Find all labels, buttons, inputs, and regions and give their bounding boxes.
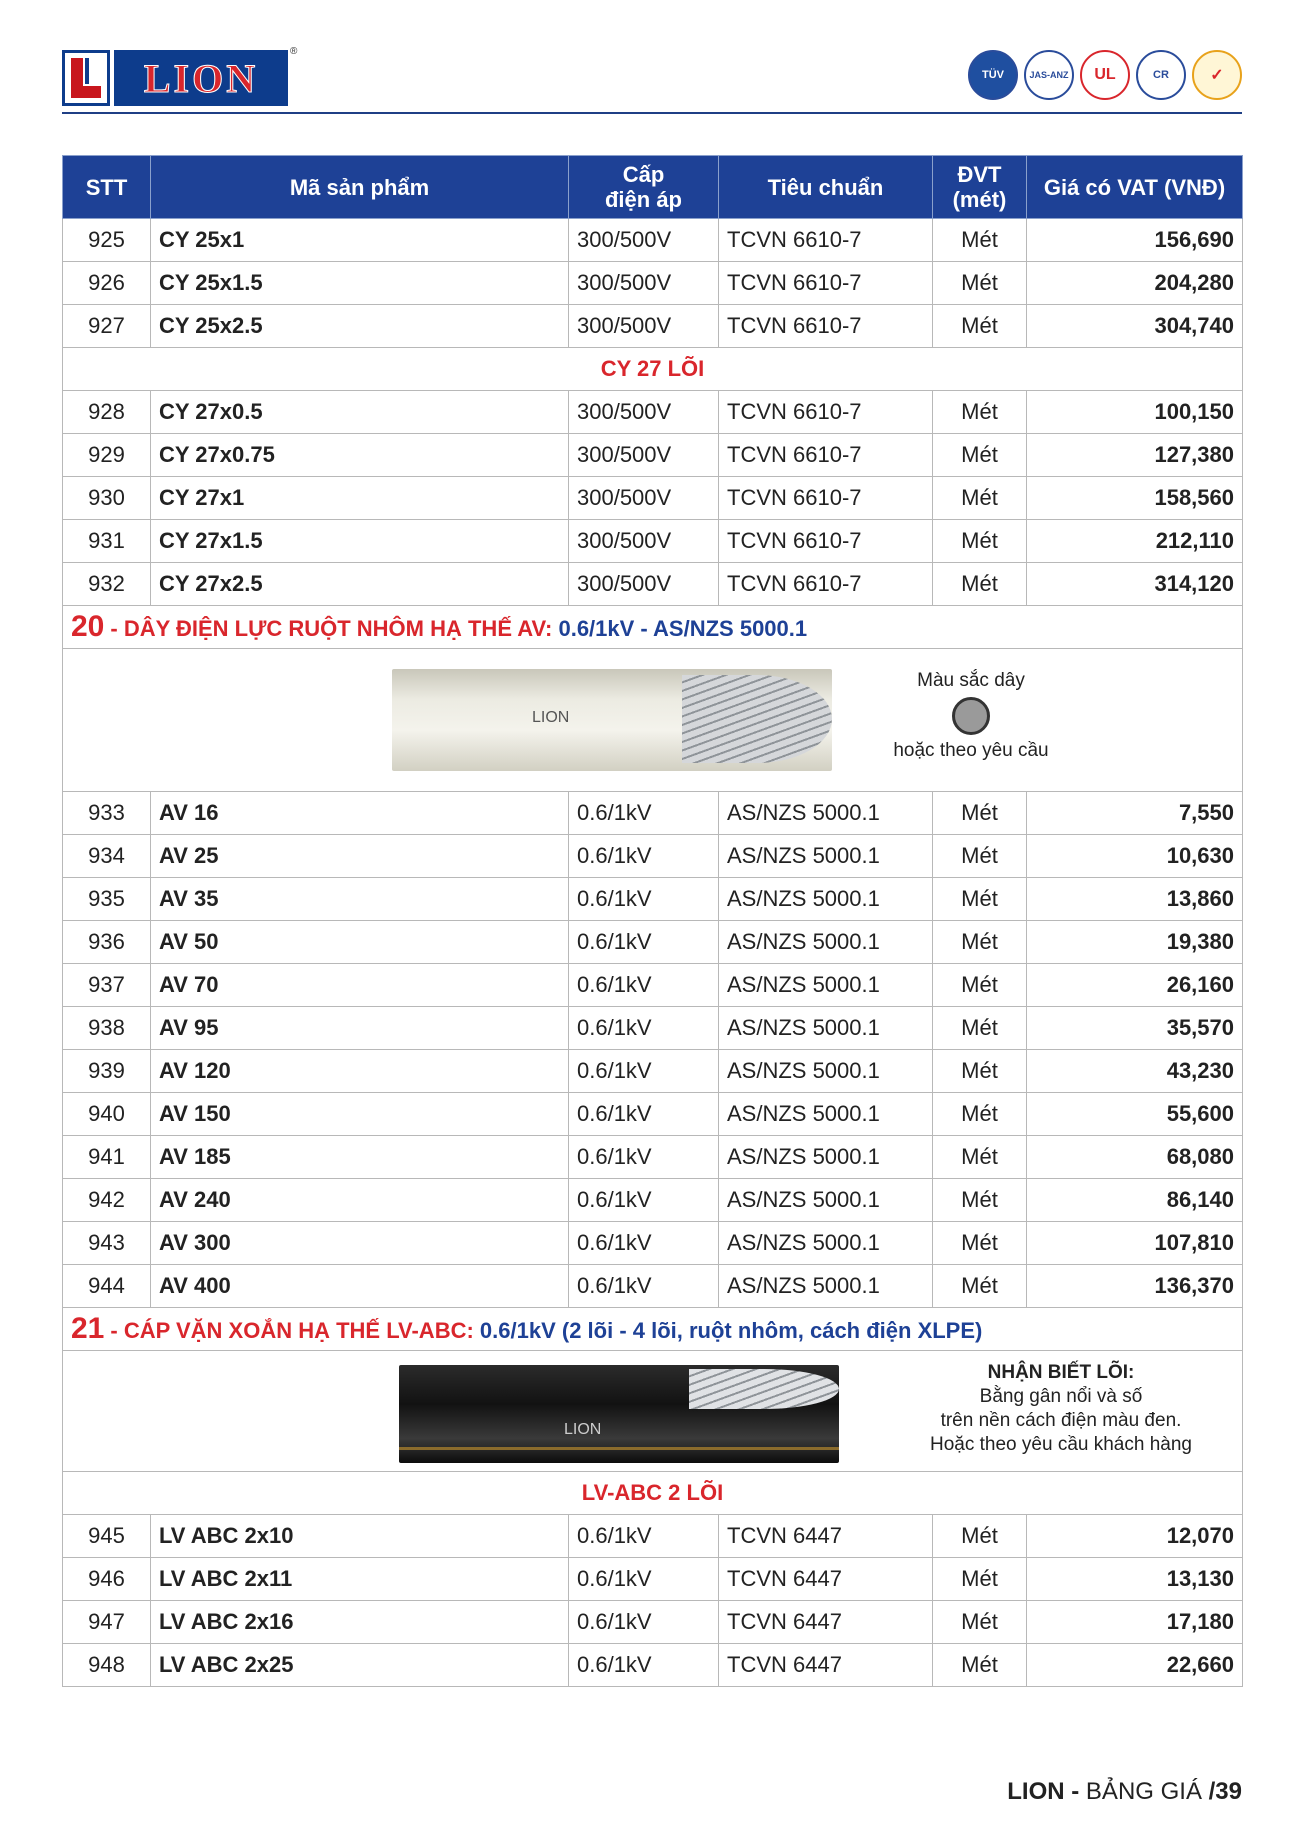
voltage: 0.6/1kV	[569, 835, 719, 878]
section-20-title-row	[63, 606, 1243, 649]
unit: Mét	[933, 878, 1027, 921]
unit: Mét	[933, 434, 1027, 477]
product-code: AV 150	[151, 1093, 569, 1136]
subhead-row	[63, 1472, 1243, 1515]
product-code: AV 50	[151, 921, 569, 964]
logo-text: LION	[143, 55, 259, 101]
voltage: 0.6/1kV	[569, 1558, 719, 1601]
table-row	[63, 1644, 1243, 1687]
price: 212,110	[1027, 520, 1243, 563]
standard: TCVN 6610-7	[719, 434, 933, 477]
table-row	[63, 434, 1243, 477]
unit: Mét	[933, 1179, 1027, 1222]
table-row	[63, 391, 1243, 434]
row-stt: 939	[63, 1050, 151, 1093]
unit: Mét	[933, 964, 1027, 1007]
standard: AS/NZS 5000.1	[719, 1179, 933, 1222]
section-21-image-row	[63, 1351, 1243, 1472]
section-21-spec: 0.6/1kV (2 lõi - 4 lõi, ruột nhôm, cách điện XLPE)	[479, 1318, 983, 1343]
registered-mark: ®	[290, 46, 298, 57]
row-stt: 934	[63, 835, 151, 878]
price: 100,150	[1027, 391, 1243, 434]
table-header-row	[63, 156, 1243, 219]
unit: Mét	[933, 835, 1027, 878]
table-row	[63, 262, 1243, 305]
col-header-price: Giá có VAT (VNĐ)	[1027, 156, 1243, 219]
price: 13,860	[1027, 878, 1243, 921]
standard: AS/NZS 5000.1	[719, 1093, 933, 1136]
standard: TCVN 6610-7	[719, 520, 933, 563]
price: 304,740	[1027, 305, 1243, 348]
product-code: LV ABC 2x25	[151, 1644, 569, 1687]
core-note-line3: Hoặc theo yêu cầu khách hàng	[930, 1434, 1192, 1455]
section-20-title: - DÂY ĐIỆN LỰC RUỘT NHÔM HẠ THẾ AV:	[110, 616, 553, 641]
price: 35,570	[1027, 1007, 1243, 1050]
price: 314,120	[1027, 563, 1243, 606]
price: 68,080	[1027, 1136, 1243, 1179]
lion-logo	[62, 50, 288, 106]
row-stt: 930	[63, 477, 151, 520]
certification-badges	[968, 50, 1242, 100]
table-row	[63, 1093, 1243, 1136]
col-header-stt: STT	[63, 156, 151, 219]
price: 156,690	[1027, 219, 1243, 262]
voltage: 0.6/1kV	[569, 1050, 719, 1093]
aluminium-strands	[689, 1369, 839, 1409]
unit: Mét	[933, 1136, 1027, 1179]
product-code: AV 120	[151, 1050, 569, 1093]
unit: Mét	[933, 262, 1027, 305]
row-stt: 935	[63, 878, 151, 921]
row-stt: 929	[63, 434, 151, 477]
color-note	[871, 669, 1071, 763]
standard: AS/NZS 5000.1	[719, 964, 933, 1007]
price: 13,130	[1027, 1558, 1243, 1601]
voltage: 300/500V	[569, 520, 719, 563]
table-row	[63, 219, 1243, 262]
unit: Mét	[933, 1007, 1027, 1050]
price: 19,380	[1027, 921, 1243, 964]
tuv-cert-icon: TÜV	[968, 50, 1018, 100]
row-stt: 945	[63, 1515, 151, 1558]
table-row	[63, 878, 1243, 921]
unit: Mét	[933, 1601, 1027, 1644]
ul-cert-icon: UL	[1080, 50, 1130, 100]
unit: Mét	[933, 520, 1027, 563]
lion-logo-mark-icon	[62, 50, 110, 106]
unit: Mét	[933, 1093, 1027, 1136]
core-note-line2: trên nền cách điện màu đen.	[940, 1410, 1182, 1431]
table-row	[63, 835, 1243, 878]
voltage: 0.6/1kV	[569, 1515, 719, 1558]
row-stt: 938	[63, 1007, 151, 1050]
subhead-lvabc2: LV-ABC 2 LÕI	[63, 1472, 1243, 1515]
standard: AS/NZS 5000.1	[719, 1265, 933, 1308]
voltage: 300/500V	[569, 563, 719, 606]
standard: AS/NZS 5000.1	[719, 835, 933, 878]
section-20-image-row	[63, 649, 1243, 792]
unit: Mét	[933, 792, 1027, 835]
standard: TCVN 6610-7	[719, 391, 933, 434]
row-stt: 940	[63, 1093, 151, 1136]
color-note-line2: hoặc theo yêu cầu	[893, 740, 1049, 761]
table-row	[63, 1222, 1243, 1265]
product-code: CY 27x2.5	[151, 563, 569, 606]
core-note-heading: NHẬN BIẾT LÕI:	[987, 1362, 1135, 1383]
product-code: LV ABC 2x11	[151, 1558, 569, 1601]
subhead-cy27: CY 27 LÕI	[63, 348, 1243, 391]
product-code: CY 27x1.5	[151, 520, 569, 563]
page-number: /39	[1208, 1778, 1242, 1805]
row-stt: 931	[63, 520, 151, 563]
price: 127,380	[1027, 434, 1243, 477]
table-row	[63, 792, 1243, 835]
color-note-line1: Màu sắc dây	[917, 670, 1025, 691]
voltage: 300/500V	[569, 305, 719, 348]
standard: TCVN 6610-7	[719, 305, 933, 348]
table-row	[63, 1136, 1243, 1179]
standard: TCVN 6610-7	[719, 563, 933, 606]
standard: AS/NZS 5000.1	[719, 921, 933, 964]
product-code: CY 27x0.5	[151, 391, 569, 434]
footer-brand: LION -	[1007, 1778, 1080, 1805]
unit: Mét	[933, 219, 1027, 262]
cr-cert-icon: CR	[1136, 50, 1186, 100]
section-21-title: - CÁP VẶN XOẮN HẠ THẾ LV-ABC:	[110, 1318, 474, 1343]
voltage: 0.6/1kV	[569, 1222, 719, 1265]
col-header-voltage: Cấp điện áp	[569, 156, 719, 219]
row-stt: 932	[63, 563, 151, 606]
section-20-number: 20	[71, 610, 105, 643]
section-20-spec: 0.6/1kV - AS/NZS 5000.1	[558, 616, 808, 641]
row-stt: 943	[63, 1222, 151, 1265]
product-code: CY 25x1	[151, 219, 569, 262]
core-identification-note	[901, 1361, 1221, 1457]
row-stt: 936	[63, 921, 151, 964]
price: 136,370	[1027, 1265, 1243, 1308]
voltage: 0.6/1kV	[569, 1265, 719, 1308]
cable-brand-label: LION	[532, 709, 570, 726]
cable-brand-label: LION	[564, 1421, 602, 1438]
table-row	[63, 563, 1243, 606]
standard: TCVN 6447	[719, 1558, 933, 1601]
table-row	[63, 1265, 1243, 1308]
product-code: AV 35	[151, 878, 569, 921]
table-row	[63, 921, 1243, 964]
table-row	[63, 1558, 1243, 1601]
product-code: CY 27x0.75	[151, 434, 569, 477]
price-table	[62, 155, 1243, 1687]
standard: AS/NZS 5000.1	[719, 1050, 933, 1093]
product-code: AV 25	[151, 835, 569, 878]
unit: Mét	[933, 391, 1027, 434]
row-stt: 942	[63, 1179, 151, 1222]
product-code: CY 25x1.5	[151, 262, 569, 305]
price: 10,630	[1027, 835, 1243, 878]
row-stt: 925	[63, 219, 151, 262]
price: 22,660	[1027, 1644, 1243, 1687]
table-row	[63, 477, 1243, 520]
product-code: AV 240	[151, 1179, 569, 1222]
voltage: 0.6/1kV	[569, 1601, 719, 1644]
price: 26,160	[1027, 964, 1243, 1007]
price: 107,810	[1027, 1222, 1243, 1265]
standard: AS/NZS 5000.1	[719, 878, 933, 921]
row-stt: 937	[63, 964, 151, 1007]
row-stt: 927	[63, 305, 151, 348]
voltage: 300/500V	[569, 434, 719, 477]
page-header	[62, 46, 1242, 112]
voltage: 300/500V	[569, 477, 719, 520]
unit: Mét	[933, 1515, 1027, 1558]
unit: Mét	[933, 921, 1027, 964]
unit: Mét	[933, 1644, 1027, 1687]
voltage: 300/500V	[569, 262, 719, 305]
voltage: 0.6/1kV	[569, 1136, 719, 1179]
product-code: CY 27x1	[151, 477, 569, 520]
unit: Mét	[933, 1558, 1027, 1601]
voltage: 0.6/1kV	[569, 1007, 719, 1050]
row-stt: 947	[63, 1601, 151, 1644]
product-code: AV 95	[151, 1007, 569, 1050]
product-code: AV 70	[151, 964, 569, 1007]
standard: TCVN 6610-7	[719, 219, 933, 262]
col-header-code: Mã sản phẩm	[151, 156, 569, 219]
standard: TCVN 6447	[719, 1644, 933, 1687]
col-header-unit: ĐVT (mét)	[933, 156, 1027, 219]
col-header-standard: Tiêu chuẩn	[719, 156, 933, 219]
row-stt: 941	[63, 1136, 151, 1179]
header-divider	[62, 112, 1242, 114]
table-row	[63, 1050, 1243, 1093]
jas-anz-cert-icon: JAS-ANZ	[1024, 50, 1074, 100]
standard: TCVN 6610-7	[719, 262, 933, 305]
price: 86,140	[1027, 1179, 1243, 1222]
row-stt: 928	[63, 391, 151, 434]
voltage: 0.6/1kV	[569, 921, 719, 964]
core-note-line1: Bằng gân nổi và số	[979, 1386, 1143, 1407]
unit: Mét	[933, 563, 1027, 606]
unit: Mét	[933, 477, 1027, 520]
product-code: AV 185	[151, 1136, 569, 1179]
standard: AS/NZS 5000.1	[719, 1136, 933, 1179]
standard: TCVN 6447	[719, 1515, 933, 1558]
unit: Mét	[933, 1050, 1027, 1093]
section-21-title-row	[63, 1308, 1243, 1351]
price: 158,560	[1027, 477, 1243, 520]
voltage: 0.6/1kV	[569, 1644, 719, 1687]
voltage: 0.6/1kV	[569, 964, 719, 1007]
voltage: 0.6/1kV	[569, 1093, 719, 1136]
row-stt: 948	[63, 1644, 151, 1687]
aluminium-strands	[682, 675, 832, 763]
price: 43,230	[1027, 1050, 1243, 1093]
unit: Mét	[933, 1222, 1027, 1265]
price: 55,600	[1027, 1093, 1243, 1136]
row-stt: 946	[63, 1558, 151, 1601]
standard: TCVN 6447	[719, 1601, 933, 1644]
product-code: AV 400	[151, 1265, 569, 1308]
section-21-number: 21	[71, 1312, 105, 1345]
unit: Mét	[933, 305, 1027, 348]
table-row	[63, 1179, 1243, 1222]
voltage: 0.6/1kV	[569, 878, 719, 921]
table-row	[63, 1515, 1243, 1558]
price: 7,550	[1027, 792, 1243, 835]
voltage: 0.6/1kV	[569, 792, 719, 835]
product-code: LV ABC 2x10	[151, 1515, 569, 1558]
standard: AS/NZS 5000.1	[719, 792, 933, 835]
page-footer	[1007, 1778, 1242, 1806]
product-code: LV ABC 2x16	[151, 1601, 569, 1644]
av-cable-image	[392, 669, 832, 771]
subhead-row	[63, 348, 1243, 391]
gray-color-swatch-icon	[952, 697, 990, 735]
row-stt: 933	[63, 792, 151, 835]
product-code: CY 25x2.5	[151, 305, 569, 348]
price: 17,180	[1027, 1601, 1243, 1644]
product-code: AV 300	[151, 1222, 569, 1265]
voltage: 0.6/1kV	[569, 1179, 719, 1222]
price: 204,280	[1027, 262, 1243, 305]
standard: AS/NZS 5000.1	[719, 1222, 933, 1265]
table-row	[63, 964, 1243, 1007]
price: 12,070	[1027, 1515, 1243, 1558]
table-row	[63, 520, 1243, 563]
voltage: 300/500V	[569, 219, 719, 262]
standard: AS/NZS 5000.1	[719, 1007, 933, 1050]
footer-title: BẢNG GIÁ	[1085, 1778, 1202, 1805]
table-row	[63, 305, 1243, 348]
voltage: 300/500V	[569, 391, 719, 434]
hvn-cert-icon: ✓	[1192, 50, 1242, 100]
unit: Mét	[933, 1265, 1027, 1308]
lv-abc-cable-image	[399, 1365, 839, 1463]
table-row	[63, 1601, 1243, 1644]
table-row	[63, 1007, 1243, 1050]
row-stt: 926	[63, 262, 151, 305]
row-stt: 944	[63, 1265, 151, 1308]
product-code: AV 16	[151, 792, 569, 835]
standard: TCVN 6610-7	[719, 477, 933, 520]
